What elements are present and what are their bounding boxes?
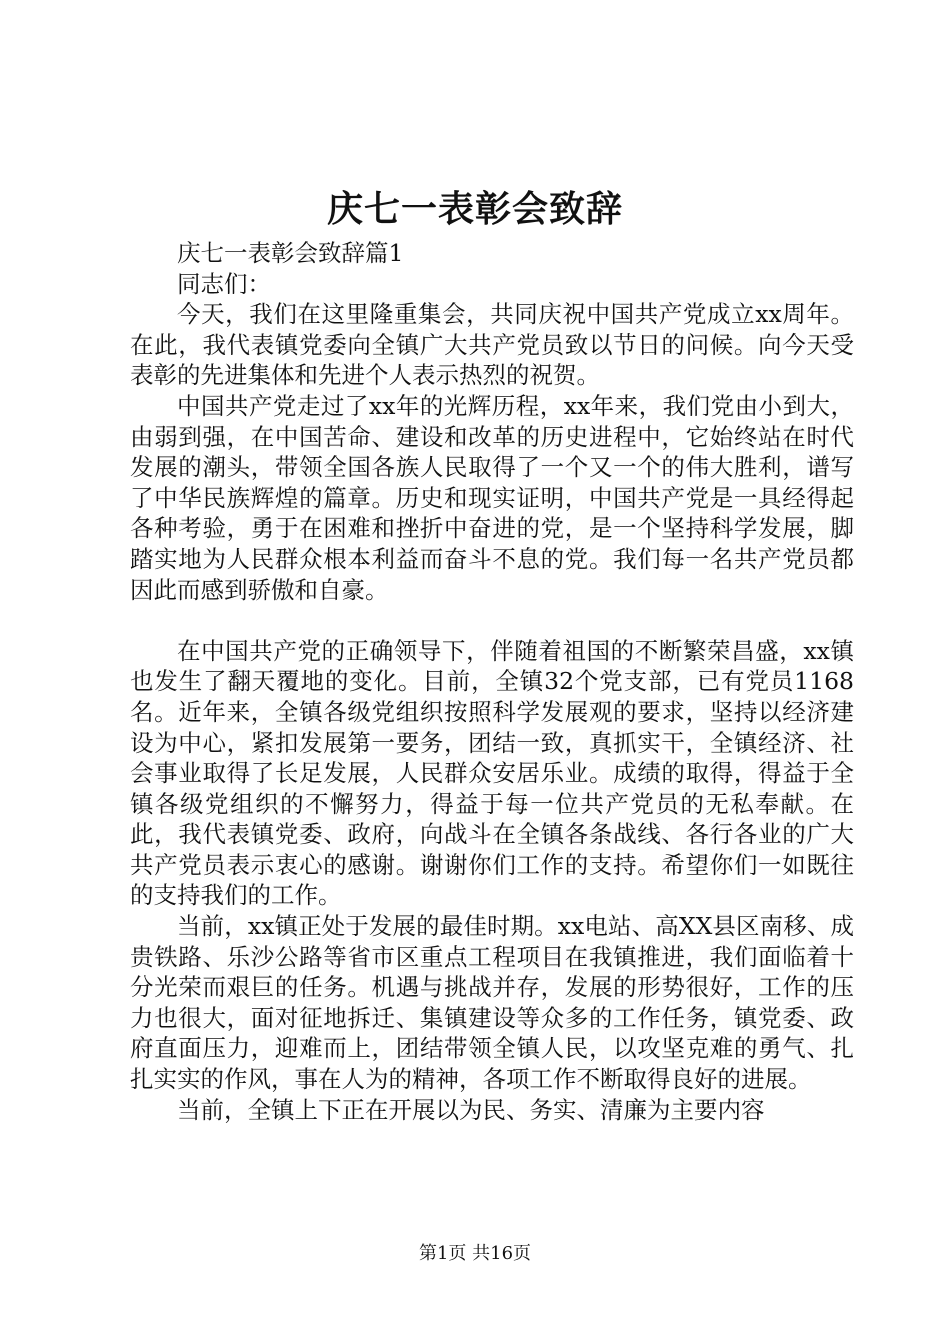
salutation: 同志们： <box>177 269 271 298</box>
paragraph: 在中国共产党的正确领导下，伴随着祖国的不断繁荣昌盛，xx镇也发生了翻天覆地的变化。目前，全镇32个党支部，已有党员1168名。近年来，全镇各级党组织按照科学发展观的要求，坚持以经济建设为中心，紧扣发展第一要务，团结一致，真抓实干，全镇经济、社会事业取得了长足发展，人民群众安居乐业。成绩的取得，得益于全镇各级党组织的不懈努力，得益于每一位共产党员的无私奉献。在此，我代表镇党委、政府，向战斗在全镇各条战线、各行各业的广大共产党员表示衷心的感谢。谢谢你们工作的支持。希望你们一如既往的支持我们的工作。 <box>130 636 854 910</box>
paragraph: 今天，我们在这里隆重集会，共同庆祝中国共产党成立xx周年。在此，我代表镇党委向全镇广大共产党员致以节日的问候。向今天受表彰的先进集体和先进个人表示热烈的祝贺。 <box>130 300 854 390</box>
document-body <box>130 238 854 1125</box>
page-number: 第1页 共16页 <box>418 1243 532 1264</box>
document-title: 庆七一表彰会致辞 <box>326 188 623 230</box>
paragraph: 当前，xx镇正处于发展的最佳时期。xx电站、高XX县区南移、成贵铁路、乐沙公路等省市区重点工程项目在我镇推进，我们面临着十分光荣而艰巨的任务。机遇与挑战并存，发展的形势很好，工作的压力也很大，面对征地拆迁、集镇建设等众多的工作任务，镇党委、政府直面压力，迎难而上，团结带领全镇人民，以攻坚克难的勇气、扎扎实实的作风，事在人为的精神，各项工作不断取得良好的进展。 <box>130 912 854 1094</box>
paragraph: 当前，全镇上下正在开展以为民、务实、清廉为主要内容 <box>177 1095 765 1124</box>
section-heading: 庆七一表彰会致辞篇1 <box>177 239 404 267</box>
paragraph: 中国共产党走过了xx年的光辉历程，xx年来，我们党由小到大，由弱到强，在中国苦命、建设和改革的历史进程中，它始终站在时代发展的潮头，带领全国各族人民取得了一个又一个的伟大胜利，谱写了中华民族辉煌的篇章。历史和现实证明，中国共产党是一具经得起各种考验，勇于在困难和挫折中奋进的党，是一个坚持科学发展，脚踏实地为人民群众根本利益而奋斗不息的党。我们每一名共产党员都因此而感到骄傲和自豪。 <box>130 391 854 604</box>
